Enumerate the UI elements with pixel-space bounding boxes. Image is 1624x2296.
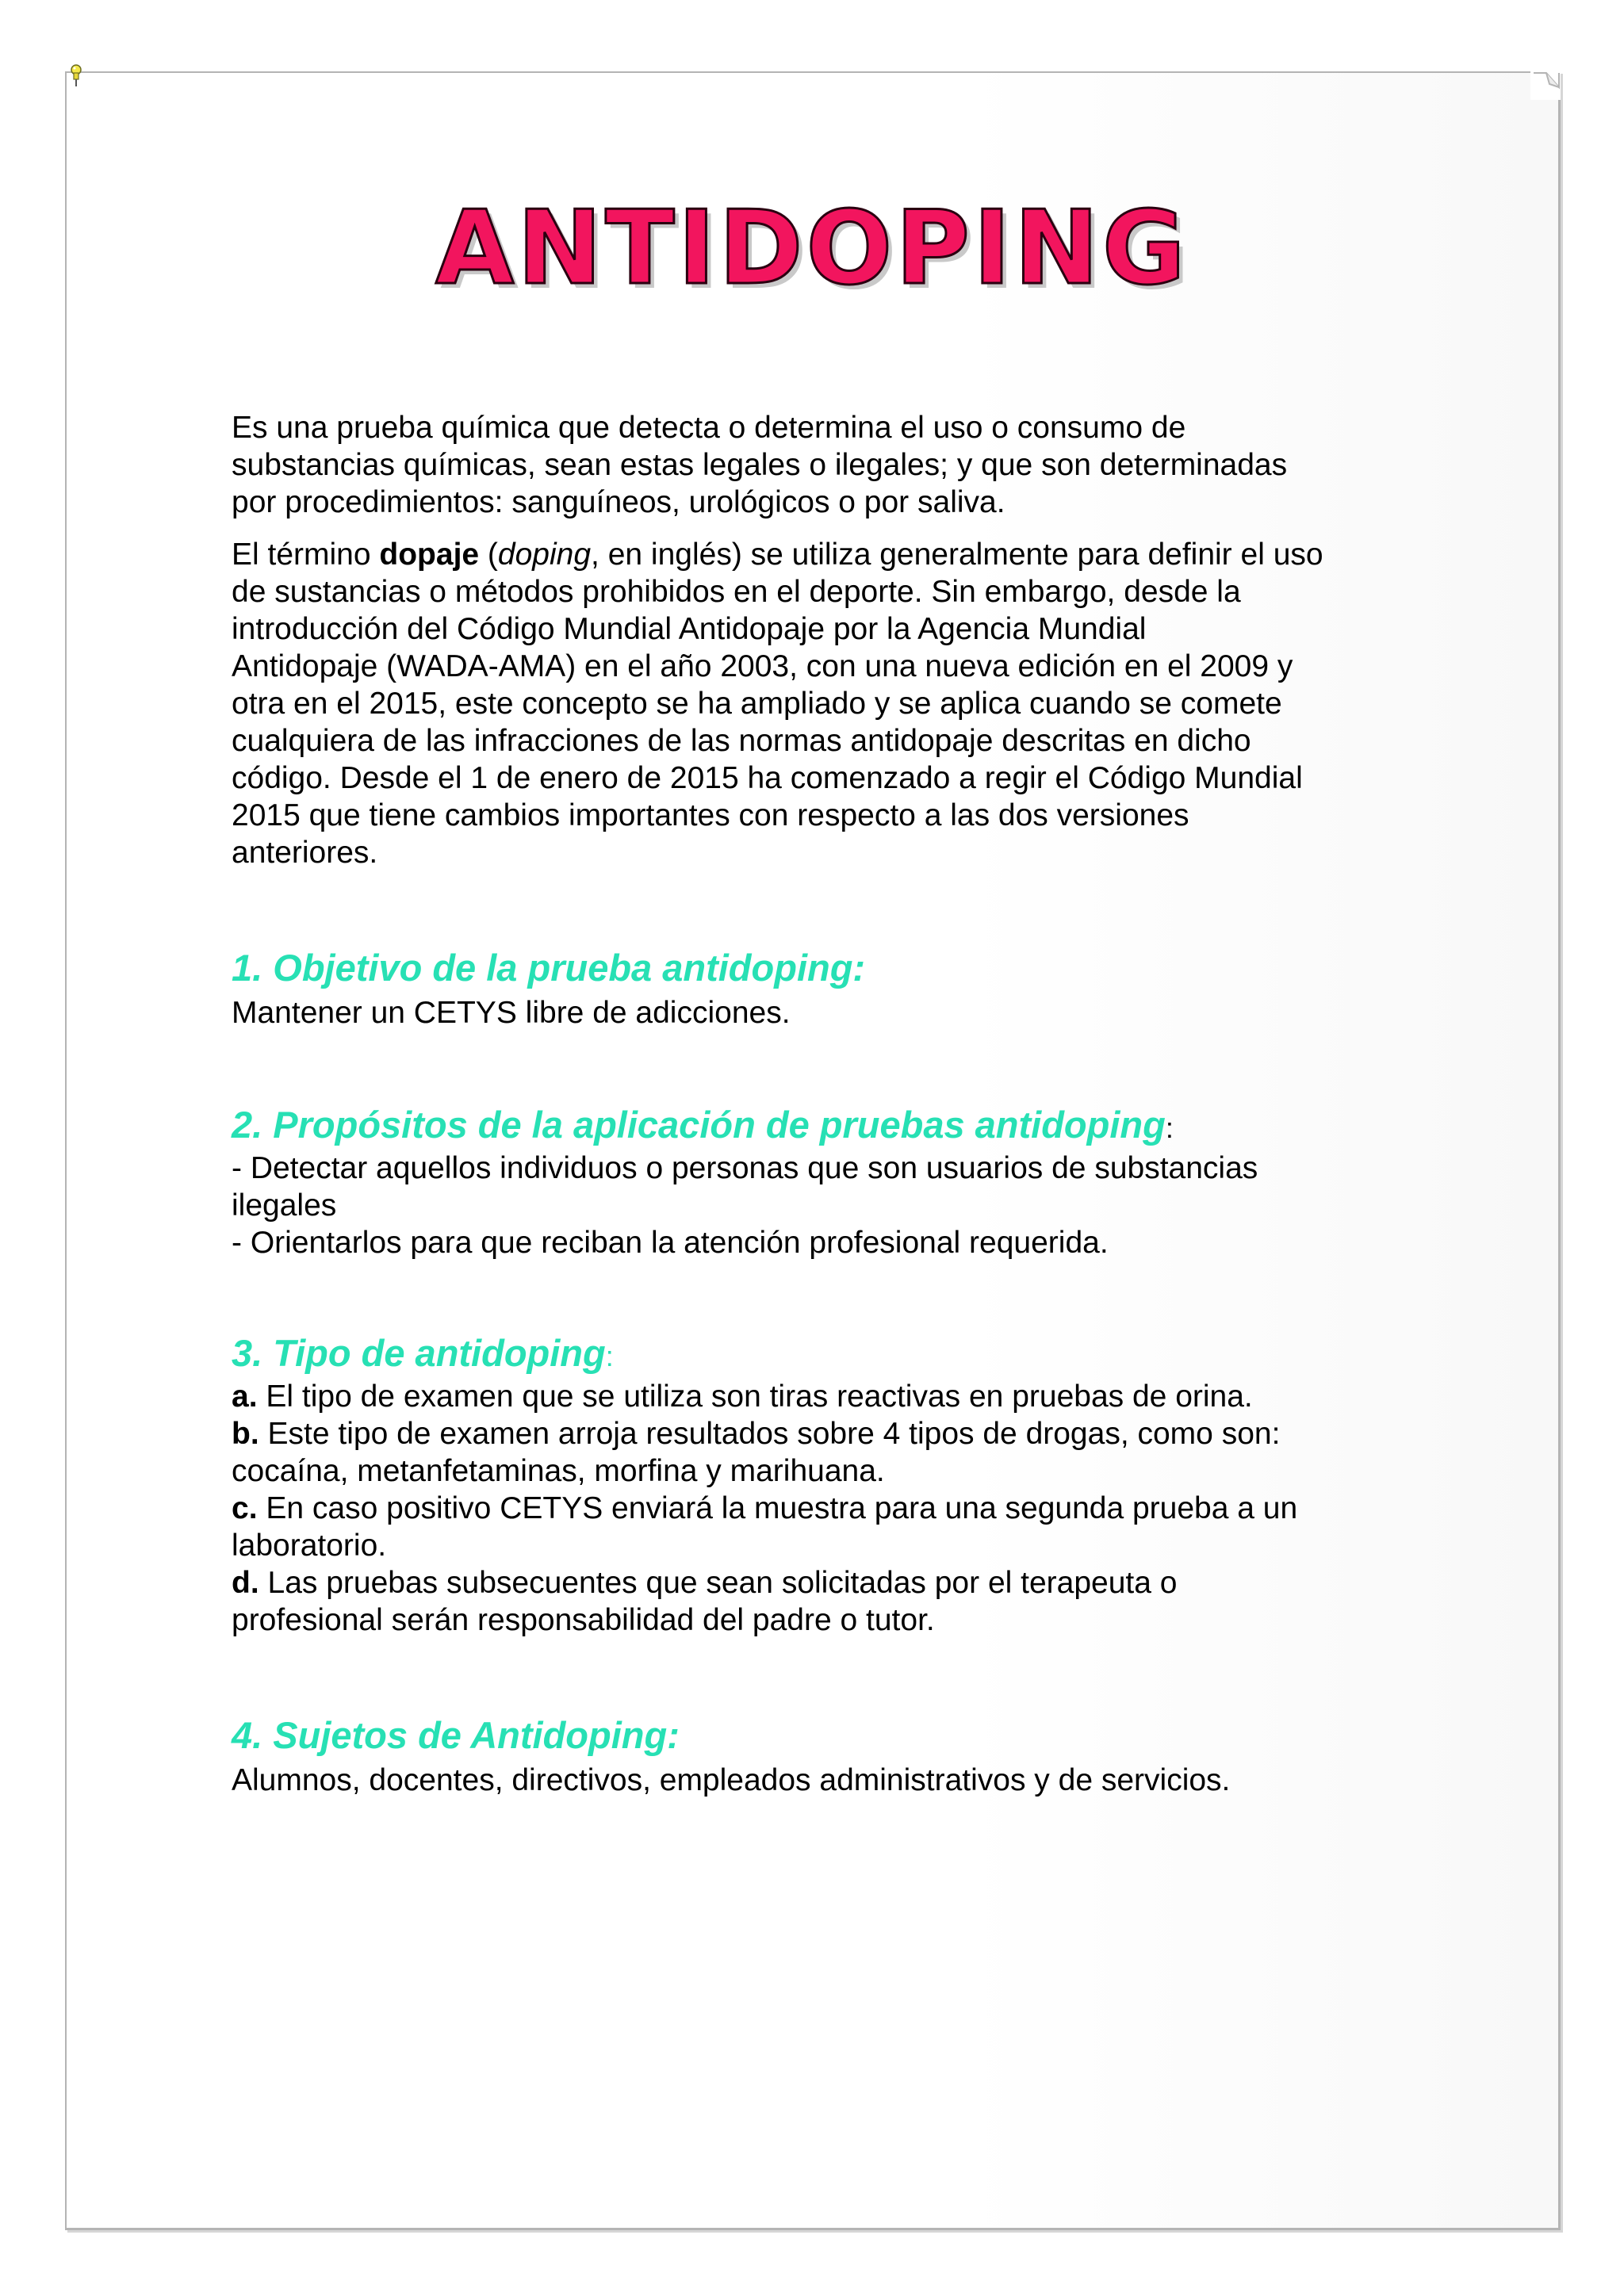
text-run: , en inglés) se utiliza generalmente para definir el uso bbox=[591, 538, 1323, 572]
intro-p2-line: 2015 que tiene cambios importantes con respecto a las dos versiones bbox=[232, 798, 1189, 832]
section-3-heading bbox=[232, 1332, 1421, 1378]
intro-p2-line: de sustancias o métodos prohibidos en el deporte. Sin embargo, desde la bbox=[232, 575, 1241, 609]
item-text: Las pruebas subsecuentes que sean solicitadas por el terapeuta o bbox=[267, 1566, 1178, 1600]
section-3-heading-colon: : bbox=[605, 1340, 614, 1372]
intro-p1-line: Es una prueba química que detecta o determina el uso o consumo de bbox=[232, 411, 1186, 445]
section-3-item-a bbox=[232, 1378, 1397, 1415]
term-dopaje: dopaje bbox=[379, 538, 480, 572]
intro-paragraph-2 bbox=[232, 536, 1397, 871]
section-4-line: Alumnos, docentes, directivos, empleados administrativos y de servicios. bbox=[232, 1763, 1231, 1797]
item-text: Este tipo de examen arroja resultados sobre 4 tipos de drogas, como son: bbox=[267, 1417, 1281, 1451]
intro-p2-line: cualquiera de las infracciones de las normas antidopaje descritas en dicho bbox=[232, 724, 1251, 758]
section-4-text bbox=[232, 1762, 1397, 1799]
section-4-heading: 4. Sujetos de Antidoping: bbox=[232, 1714, 680, 1756]
section-3-item-c bbox=[232, 1490, 1397, 1527]
pushpin-icon bbox=[68, 63, 84, 87]
item-label: d. bbox=[232, 1566, 259, 1600]
text-run: ( bbox=[479, 538, 498, 572]
intro-p2-line: introducción del Código Mundial Antidopaje por la Agencia Mundial bbox=[232, 612, 1147, 646]
intro-p2-first-line bbox=[232, 536, 1397, 573]
term-doping: doping bbox=[497, 538, 592, 572]
item-label: b. bbox=[232, 1417, 259, 1451]
section-2-list bbox=[232, 1150, 1397, 1261]
section-2-line: - Detectar aquellos individuos o personas que son usuarios de substancias bbox=[232, 1151, 1258, 1185]
page-title: ANTIDOPING bbox=[435, 189, 1189, 308]
intro-p2-line: código. Desde el 1 de enero de 2015 ha comenzado a regir el Código Mundial bbox=[232, 761, 1303, 795]
item-label: c. bbox=[232, 1491, 258, 1525]
section-2-heading-text: 2. Propósitos de la aplicación de pruebas antidoping bbox=[232, 1104, 1166, 1146]
item-text: El tipo de examen que se utiliza son tiras reactivas en pruebas de orina. bbox=[266, 1380, 1253, 1414]
item-text: En caso positivo CETYS enviará la muestra para una segunda prueba a un bbox=[266, 1491, 1298, 1525]
intro-p2-line: Antidopaje (WADA-AMA) en el año 2003, con una nueva edición en el 2009 y bbox=[232, 649, 1293, 683]
section-1-text bbox=[232, 994, 1397, 1031]
section-2-heading bbox=[232, 1104, 1421, 1150]
intro-p2-line: anteriores. bbox=[232, 836, 378, 870]
intro-p2-line: otra en el 2015, este concepto se ha ampliado y se aplica cuando se comete bbox=[232, 687, 1282, 721]
section-3-item-b-cont: cocaína, metanfetaminas, morfina y marihuana. bbox=[232, 1454, 885, 1488]
intro-paragraph-1 bbox=[232, 409, 1397, 521]
section-3-item-c-cont: laboratorio. bbox=[232, 1529, 387, 1563]
section-3-item-d-cont: profesional serán responsabilidad del padre o tutor. bbox=[232, 1603, 935, 1637]
section-3-item-b bbox=[232, 1415, 1397, 1452]
section-1-line: Mantener un CETYS libre de adicciones. bbox=[232, 996, 791, 1030]
intro-p1-line: substancias químicas, sean estas legales o ilegales; y que son determinadas bbox=[232, 448, 1288, 482]
text-run: El término bbox=[232, 538, 380, 572]
intro-p1-line: por procedimientos: sanguíneos, urológicos o por saliva. bbox=[232, 485, 1005, 519]
section-3-heading-text: 3. Tipo de antidoping bbox=[232, 1332, 606, 1374]
section-3-list bbox=[232, 1378, 1397, 1639]
section-1-heading: 1. Objetivo de la prueba antidoping: bbox=[232, 947, 866, 989]
item-label: a. bbox=[232, 1380, 258, 1414]
page-corner-fold bbox=[1530, 71, 1561, 100]
section-2-line: ilegales bbox=[232, 1188, 337, 1223]
section-2-line: - Orientarlos para que reciban la atención profesional requerida. bbox=[232, 1226, 1109, 1260]
section-2-heading-colon: : bbox=[1165, 1112, 1174, 1144]
section-3-item-d bbox=[232, 1564, 1397, 1601]
